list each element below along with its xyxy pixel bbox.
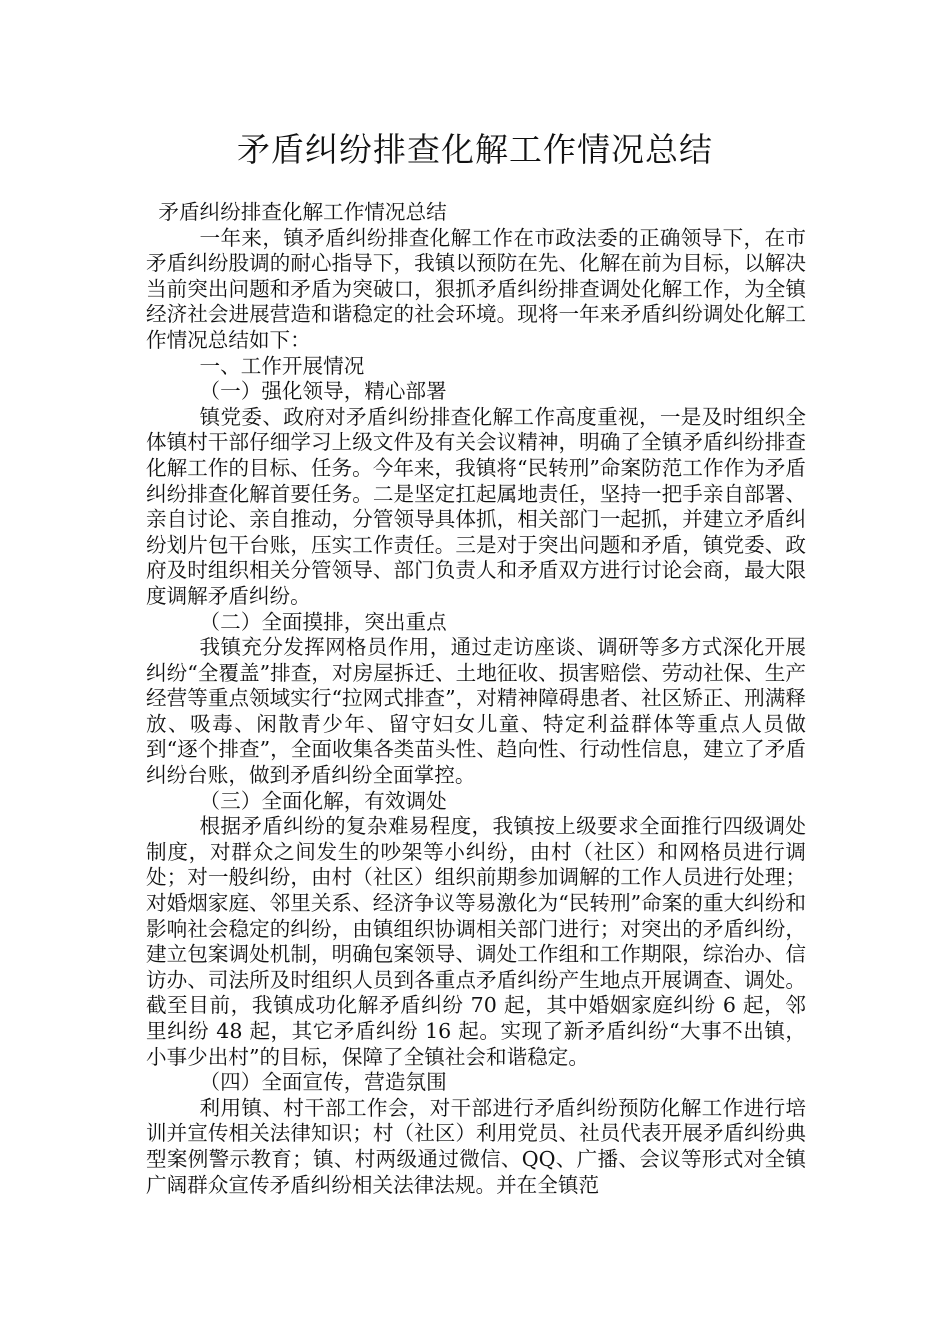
subsection-body-2: 我镇充分发挥网格员作用，通过走访座谈、调研等多方式深化开展纠纷“全覆盖”排查，对房屋拆迁、土地征收、损害赔偿、劳动社保、生产经营等重点领域实行“拉网式排查”，对精神障碍患者、社区矫正、刑满释放、吸毒、闲散青少年、留守妇女儿童、特定利益群体等重点人员做到“逐个排查”，全面收集各类苗头性、趋向性、行动性信息，建立了矛盾纠纷台账，做到矛盾纠纷全面掌控。 — [146, 635, 806, 788]
intro-paragraph: 一年来，镇矛盾纠纷排查化解工作在市政法委的正确领导下，在市矛盾纠纷股调的耐心指导下，我镇以预防在先、化解在前为目标，以解决当前突出问题和矛盾为突破口，狠抓矛盾纠纷排查调处化解工作，为全镇经济社会进展营造和谐稳定的社会环境。现将一年来矛盾纠纷调处化解工作情况总结如下： — [146, 225, 806, 352]
subsection-heading-2: （二）全面摸排，突出重点 — [199, 609, 447, 634]
subsection-heading-1: （一）强化领导，精心部署 — [199, 379, 447, 404]
subsection-heading-4: （四）全面宣传，营造氛围 — [199, 1070, 447, 1095]
section-heading-1: 一、工作开展情况 — [199, 353, 365, 378]
document-body — [146, 200, 806, 1198]
document-title: 矛盾纠纷排查化解工作情况总结 — [237, 130, 713, 169]
subsection-heading-3: （三）全面化解，有效调处 — [199, 788, 447, 813]
subsection-body-4: 利用镇、村干部工作会，对干部进行矛盾纠纷预防化解工作进行培训并宣传相关法律知识；村（社区）利用党员、社员代表开展矛盾纠纷典型案例警示教育；镇、村两级通过微信、QQ、广播、会议等形式对全镇广阔群众宣传矛盾纠纷相关法律法规。并在全镇范 — [146, 1095, 806, 1197]
subsection-body-1: 镇党委、政府对矛盾纠纷排查化解工作高度重视，一是及时组织全体镇村干部仔细学习上级文件及有关会议精神，明确了全镇矛盾纠纷排查化解工作的目标、任务。今年来，我镇将“民转刑”命案防范工作作为矛盾纠纷排查化解首要任务。二是坚定扛起属地责任，坚持一把手亲自部署、亲自讨论、亲自推动，分管领导具体抓，相关部门一起抓，并建立矛盾纠纷划片包干台账，压实工作责任。三是对于突出问题和矛盾，镇党委、政府及时组织相关分管领导、部门负责人和矛盾双方进行讨论会商，最大限度调解矛盾纠纷。 — [146, 404, 806, 608]
document-subtitle: 矛盾纠纷排查化解工作情况总结 — [158, 200, 447, 224]
subsection-body-3: 根据矛盾纠纷的复杂难易程度，我镇按上级要求全面推行四级调处制度，对群众之间发生的吵架等小纠纷，由村（社区）和网格员进行调处；对一般纠纷，由村（社区）组织前期参加调解的工作人员进行处理；对婚烟家庭、邻里关系、经济争议等易激化为“民转刑”命案的重大纠纷和影响社会稳定的纠纷，由镇组织协调相关部门进行；对突出的矛盾纠纷，建立包案调处机制，明确包案领导、调处工作组和工作期限，综治办、信访办、司法所及时组织人员到各重点矛盾纠纷产生地点开展调查、调处。截至目前，我镇成功化解矛盾纠纷 70 起，其中婚姻家庭纠纷 6 起，邻里纠纷 48 起，其它矛盾纠纷 16 起。实现了新矛盾纠纷“大事不出镇，小事少出村”的目标，保障了全镇社会和谐稳定。 — [146, 814, 806, 1069]
